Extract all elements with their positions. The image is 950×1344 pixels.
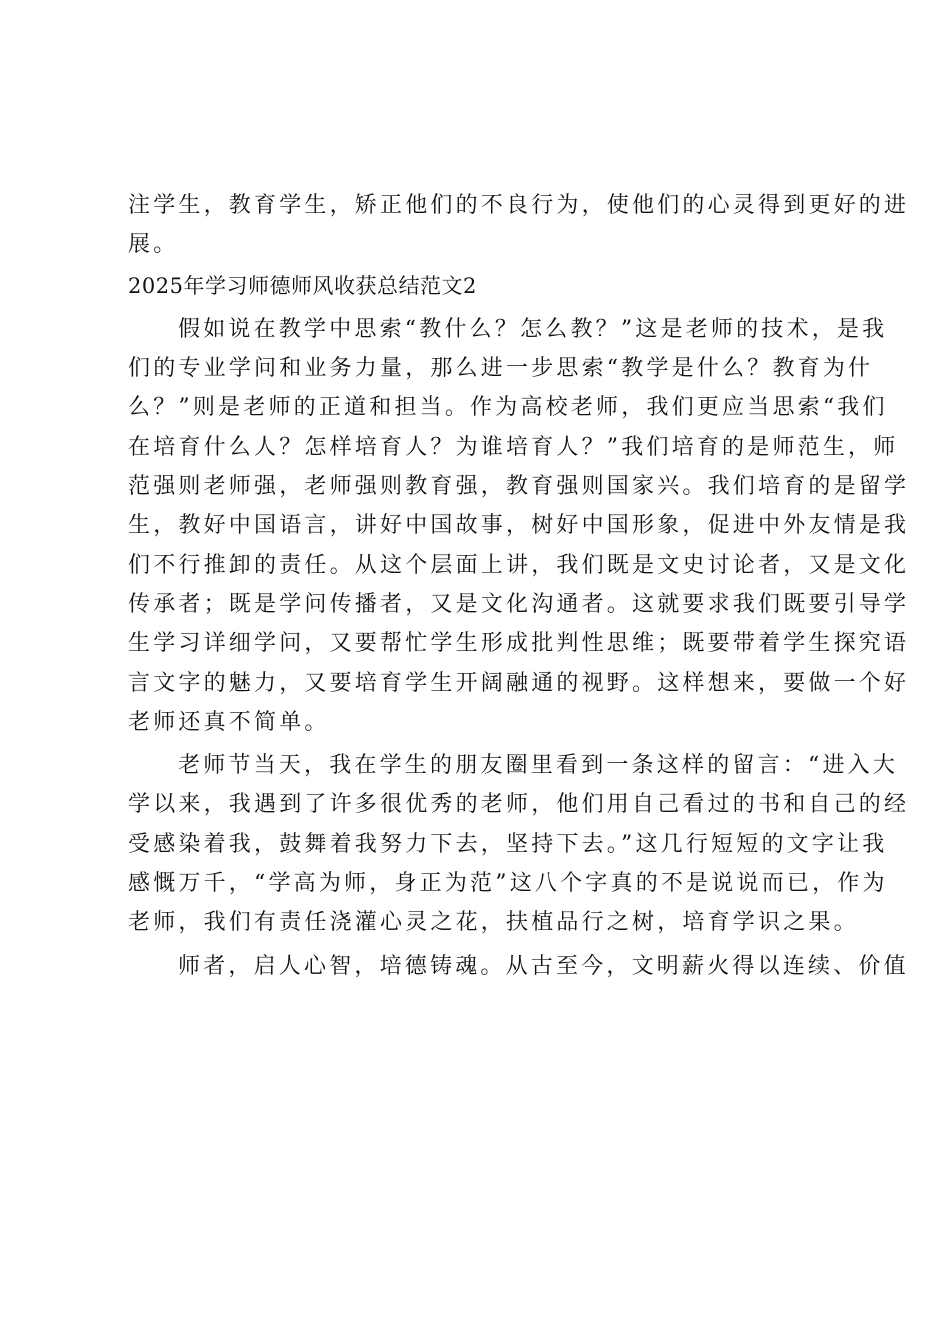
paragraph-line: 们不行推卸的责任。从这个层面上讲，我们既是文史讨论者，又是文化 — [128, 552, 910, 578]
body-paragraph-1 — [128, 310, 910, 742]
paragraph-line: 言文字的魅力，又要培育学生开阔融通的视野。这样想来，要做一个好 — [128, 670, 910, 696]
paragraph-line: 么？”则是老师的正道和担当。作为高校老师，我们更应当思索“我们 — [128, 395, 888, 421]
paragraph-line: 们的专业学问和业务力量，那么进一步思索“教学是什么？教育为什 — [128, 356, 874, 382]
paragraph-line: 假如说在教学中思索“教什么？怎么教？”这是老师的技术，是我 — [178, 316, 888, 342]
paragraph-line: 注学生，教育学生，矫正他们的不良行为，使他们的心灵得到更好的进 — [128, 193, 910, 218]
document-body — [128, 186, 910, 986]
body-paragraph-3 — [128, 947, 909, 986]
paragraph-line: 师者，启人心智，培德铸魂。从古至今，文明薪火得以连续、价值 — [178, 953, 909, 979]
paragraph-line: 老师还真不简单。 — [128, 709, 330, 735]
paragraph-line: 老师节当天，我在学生的朋友圈里看到一条这样的留言：“进入大 — [178, 753, 899, 779]
paragraph-line: 感慨万千，“学高为师，身正为范”这八个字真的不是说说而已，作为 — [128, 871, 888, 897]
paragraph-line: 生，教好中国语言，讲好中国故事，树好中国形象，促进中外友情是我 — [128, 513, 910, 539]
paragraph-line: 学以来，我遇到了许多很优秀的老师，他们用自己看过的书和自己的经 — [128, 792, 910, 818]
paragraph-line: 在培育什么人？怎样培育人？为谁培育人？”我们培育的是师范生，师 — [128, 434, 899, 460]
section-heading: 2025年学习师德师风收获总结范文2 — [128, 273, 477, 298]
paragraph-line: 展。 — [128, 232, 179, 258]
paragraph-line: 老师，我们有责任浇灌心灵之花，扶植品行之树，培育学识之果。 — [128, 910, 859, 936]
body-paragraph-2 — [128, 746, 910, 942]
paragraph-line: 受感染着我，鼓舞着我努力下去，坚持下去。”这几行短短的文字让我 — [128, 831, 888, 857]
paragraph-line: 传承者；既是学问传播者，又是文化沟通者。这就要求我们既要引导学 — [128, 591, 910, 617]
paragraph-line: 范强则老师强，老师强则教育强，教育强则国家兴。我们培育的是留学 — [128, 474, 910, 500]
continuation-paragraph — [128, 186, 910, 265]
paragraph-line: 生学习详细学问，又要帮忙学生形成批判性思维；既要带着学生探究语 — [128, 631, 910, 657]
